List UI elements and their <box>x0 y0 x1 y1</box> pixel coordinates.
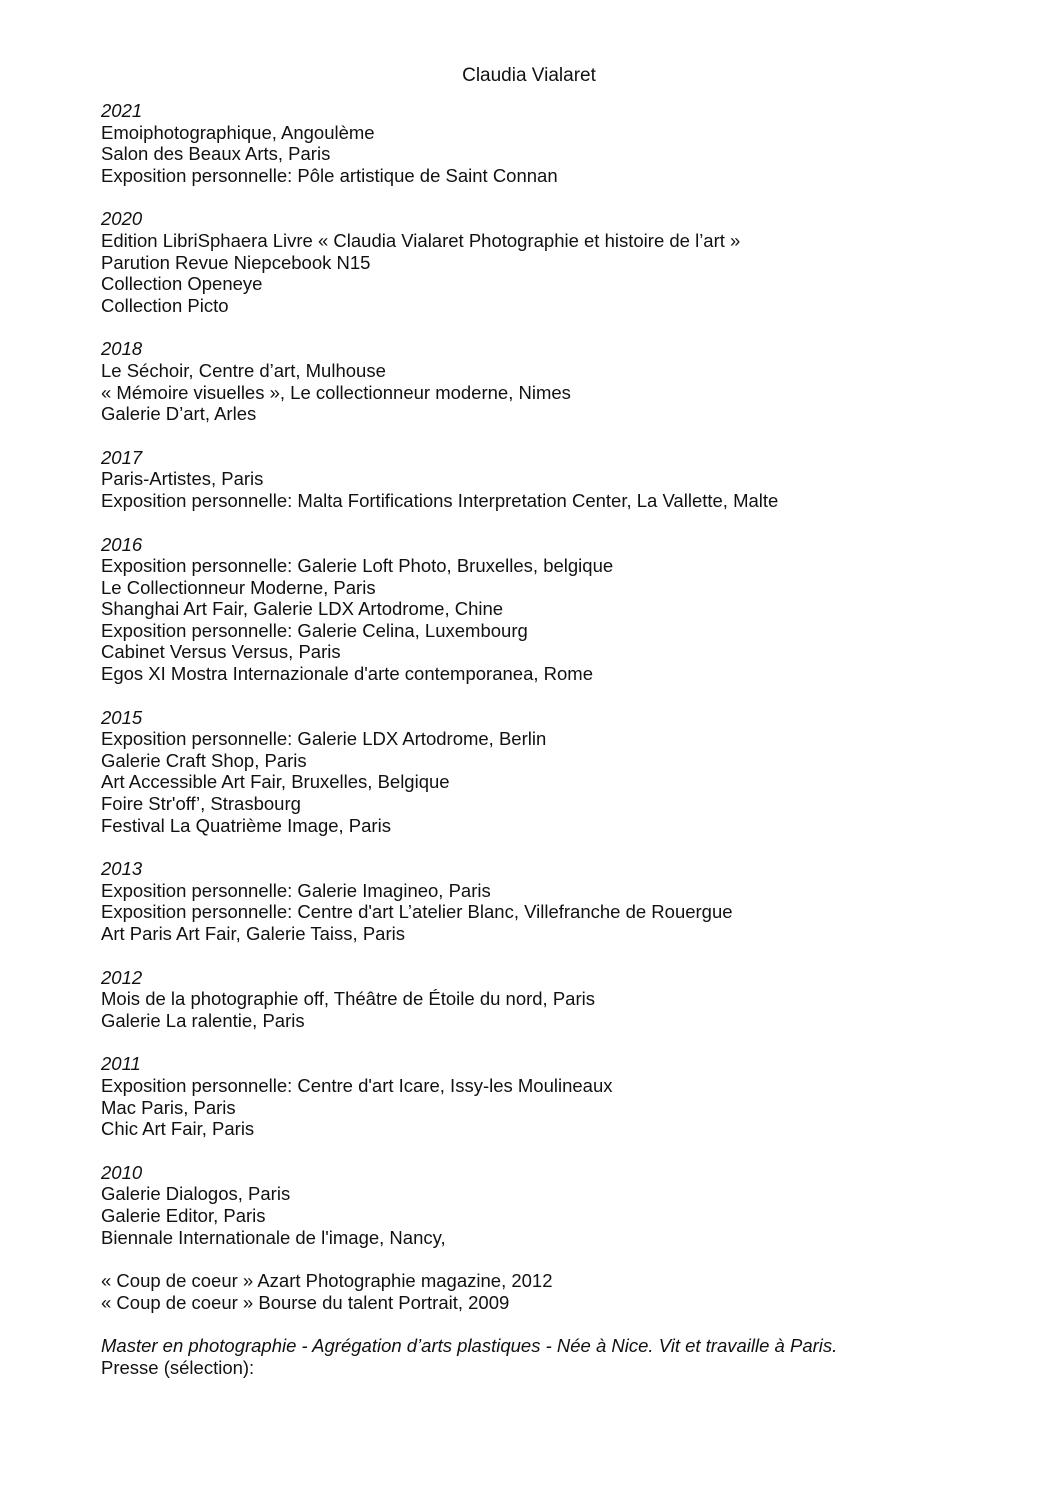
exhibition-entry: Collection Picto <box>101 294 229 316</box>
exhibition-entry: Exposition personnelle: Centre d'art Icare, Issy-les Moulineaux <box>101 1074 613 1096</box>
exhibition-entry: Exposition personnelle: Galerie LDX Artodrome, Berlin <box>101 728 547 750</box>
exhibition-entry: Art Paris Art Fair, Galerie Taiss, Paris <box>101 923 405 944</box>
year-section <box>101 338 1001 424</box>
exhibition-entry: Mac Paris, Paris <box>101 1096 236 1118</box>
year-heading: 2011 <box>101 1053 141 1075</box>
year-section <box>101 707 1001 837</box>
bio-line: Master en photographie - Agrégation d’arts plastiques - Née à Nice. Vit et travaille à Paris. <box>101 1335 838 1357</box>
exhibition-entry: Galerie La ralentie, Paris <box>101 1009 305 1031</box>
exhibition-entry: Paris-Artistes, Paris <box>101 468 264 490</box>
year-heading: 2021 <box>101 100 143 121</box>
exhibition-entry: Le Séchoir, Centre d’art, Mulhouse <box>101 359 386 381</box>
year-heading: 2020 <box>101 208 143 230</box>
year-section <box>101 858 1001 944</box>
year-heading: 2010 <box>101 1161 143 1183</box>
exhibition-entry: Galerie Craft Shop, Paris <box>101 749 307 771</box>
exhibition-entry: Exposition personnelle: Galerie Imagineo, Paris <box>101 879 491 901</box>
awards-block <box>101 1270 1001 1313</box>
exhibition-entry: Galerie Editor, Paris <box>101 1204 266 1226</box>
exhibition-entry: Egos XI Mostra Internazionale d'arte contemporanea, Rome <box>101 663 593 685</box>
exhibition-entry: Galerie Dialogos, Paris <box>101 1183 291 1205</box>
year-heading: 2013 <box>101 858 143 880</box>
exhibition-entry: Collection Openeye <box>101 273 263 295</box>
year-section <box>101 447 1001 512</box>
exhibition-entry: Biennale Internationale de l'image, Nancy, <box>101 1226 446 1248</box>
exhibition-entry: Shanghai Art Fair, Galerie LDX Artodrome, Chine <box>101 598 504 620</box>
exhibition-entry: Festival La Quatrième Image, Paris <box>101 814 391 836</box>
year-heading: 2018 <box>101 338 143 360</box>
exhibition-entry: « Mémoire visuelles », Le collectionneur moderne, Nimes <box>101 381 571 403</box>
year-section <box>101 967 1001 1032</box>
year-section <box>101 100 1001 186</box>
exhibition-entry: Exposition personnelle: Galerie Loft Photo, Bruxelles, belgique <box>101 555 614 577</box>
exhibition-entry: Le Collectionneur Moderne, Paris <box>101 576 376 598</box>
exhibition-sections <box>101 100 1001 1248</box>
award-item: « Coup de coeur » Bourse du talent Portrait, 2009 <box>101 1291 510 1313</box>
exhibition-entry: Salon des Beaux Arts, Paris <box>101 143 331 165</box>
exhibition-entry: Exposition personnelle: Pôle artistique de Saint Connan <box>101 164 558 186</box>
year-heading: 2012 <box>101 966 143 988</box>
exhibition-entry: Galerie D’art, Arles <box>101 403 257 425</box>
year-heading: 2017 <box>101 446 143 468</box>
exhibition-entry: Art Accessible Art Fair, Bruxelles, Belgique <box>101 771 450 793</box>
exhibition-entry: Parution Revue Niepcebook N15 <box>101 251 371 273</box>
year-section <box>101 1162 1001 1248</box>
year-section <box>101 534 1001 685</box>
exhibition-entry: Edition LibriSphaera Livre « Claudia Vialaret Photographie et histoire de l’art » <box>101 229 741 251</box>
exhibition-entry: Exposition personnelle: Galerie Celina, Luxembourg <box>101 619 528 641</box>
exhibition-entry: Emoiphotographique, Angoulème <box>101 121 375 143</box>
year-section <box>101 1053 1001 1139</box>
exhibition-entry: Foire Str'off’, Strasbourg <box>101 793 301 815</box>
year-heading: 2016 <box>101 533 143 555</box>
year-section <box>101 208 1001 316</box>
exhibition-entry: Chic Art Fair, Paris <box>101 1118 255 1140</box>
exhibition-entry: Exposition personnelle: Malta Fortifications Interpretation Center, La Vallette, Malte <box>101 489 779 511</box>
year-heading: 2015 <box>101 706 143 728</box>
press-label: Presse (sélection): <box>101 1356 255 1378</box>
document-title: Claudia Vialaret <box>462 65 596 86</box>
exhibition-entry: Exposition personnelle: Centre d'art L’atelier Blanc, Villefranche de Rouergue <box>101 901 733 923</box>
award-item: « Coup de coeur » Azart Photographie magazine, 2012 <box>101 1270 553 1292</box>
exhibition-entry: Mois de la photographie off, Théâtre de Étoile du nord, Paris <box>101 988 595 1010</box>
cv-content <box>101 100 1001 1379</box>
exhibition-entry: Cabinet Versus Versus, Paris <box>101 641 341 663</box>
